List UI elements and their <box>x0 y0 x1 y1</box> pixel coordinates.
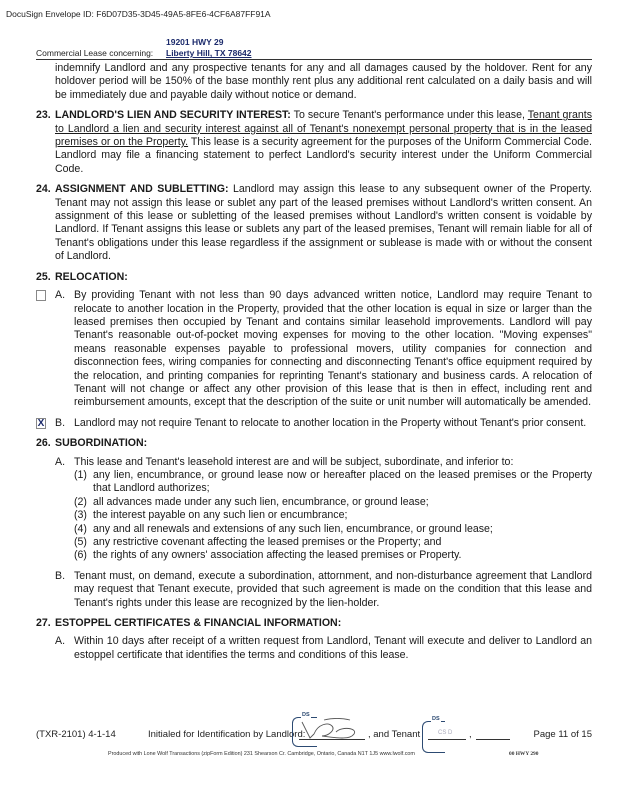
list-item: (2) all advances made under any such lien, encumbrance, or ground lease; <box>74 495 429 508</box>
docusign-label: DS <box>302 712 310 718</box>
section-25-relocation <box>36 271 592 284</box>
subordination-b-text: Tenant must, on demand, execute a subordination, attornment, and non-disturbance agreement that Landlord may request that Tenant execute, provided that such agreement is made on the condition that this lease and Tenant's rights under this lease are recognized by the lien-holder. <box>74 569 592 609</box>
option-text: By providing Tenant with not less than 90 days advanced written notice, Landlord may require Tenant to relocate to another location in the Property, provided that the other location is equal in size or larger than the leased premises then occupied by Tenant and contains similar leasehold improvements. Landlord will pay Tenant's reasonable out-of-pocket moving expenses for moving to the other location. "Moving expenses" means reasonable expenses payable to professional movers, utility companies for connection and disconnection fees, wiring companies for connecting and disconnecting Tenant's office equipment required by the relocation, and printing companies for reprinting Tenant's stationary and business cards. A relocation of Tenant will not change or affect any other provision of this lease that is then in effect, including rent and reimbursement amounts, except that the description of the suite or unit number will automatically be amended. <box>74 289 592 409</box>
estoppel-a-text: Within 10 days after receipt of a written request from Landlord, Tenant will execute and deliver to Landlord an estoppel certificate that identifies the terms and conditions of this lease. <box>74 635 592 661</box>
section-number: 23. <box>36 109 51 122</box>
section-27-estoppel <box>36 617 592 630</box>
and-tenant-label: , and Tenant <box>368 729 421 740</box>
file-name: 00 HWY 290 <box>509 751 539 757</box>
produced-with-note: Produced with Lone Wolf Transactions (zipForm Edition) 231 Shearson Cr. Cambridge, Ontario, Canada N1T 1J5 www.lwolf.com <box>108 751 415 757</box>
section-number: 24. <box>36 183 51 196</box>
option-letter: A. <box>55 289 66 302</box>
section-24-assignment <box>36 183 592 263</box>
subordination-list <box>74 469 592 563</box>
landlord-initials-line <box>299 739 365 740</box>
relocation-option-b <box>36 417 592 430</box>
tenant-initials-line-2 <box>476 739 510 740</box>
estoppel-a <box>36 635 592 662</box>
comma: , <box>469 729 472 740</box>
property-address-line1: 19201 HWY 29 <box>166 37 224 47</box>
section-23-lien <box>36 109 592 176</box>
page-number: Page 11 of 15 <box>533 729 592 740</box>
option-letter: A. <box>55 635 66 648</box>
section-text-underlined: Tenant grants to Landlord a lien and security interest against all of Tenant's nonexempt personal property that is in the leased premises or on the Property. <box>55 109 593 149</box>
subordination-a-text: This lease and Tenant's leasehold interest are and will be subject, subordinate, and inferior to: <box>74 455 514 468</box>
relocation-option-a-checkbox[interactable] <box>36 290 46 301</box>
relocation-option-b-checkbox[interactable]: X <box>37 417 45 429</box>
concerning-label: Commercial Lease concerning: <box>36 48 154 58</box>
tenant-docusign-box[interactable] <box>422 716 445 753</box>
option-text: Landlord may not require Tenant to relocate to another location in the Property without Tenant's prior consent. <box>74 416 587 429</box>
subordination-a <box>36 456 592 563</box>
list-item: (6) the rights of any owners' association affecting the leased premises or Property. <box>74 549 462 562</box>
initialed-label: Initialed for Identification by Landlord: <box>148 729 306 740</box>
list-item: (3) the interest payable on any such lien or encumbrance; <box>74 509 348 522</box>
property-address-line2: Liberty Hill, TX 78642 <box>166 48 252 58</box>
form-id: (TXR-2101) 4-1-14 <box>36 729 116 740</box>
list-item: (4) any and all renewals and extensions of any such lien, encumbrance, or ground lease; <box>74 522 493 535</box>
page-footer <box>36 712 592 743</box>
option-letter: A. <box>55 455 66 468</box>
section-title: ESTOPPEL CERTIFICATES & FINANCIAL INFORMATION: <box>55 617 342 630</box>
section-number: 27. <box>36 617 51 630</box>
relocation-option-a <box>36 289 592 410</box>
list-item: (1) any lien, encumbrance, or ground lease now or hereafter placed on the leased premises or the Property that Landlord authorizes; <box>74 468 592 495</box>
holdover-continuation: indemnify Landlord and any prospective tenants for any and all damages caused by the holdover. Rent for any holdover period will be 150% of the base monthly rent plus any additional rent calculated on a daily basis and will be immediately due and payable daily without notice or demand. <box>55 62 592 101</box>
section-number: 25. <box>36 270 51 283</box>
docusign-label: DS <box>432 716 440 722</box>
section-title: ASSIGNMENT AND SUBLETTING: <box>55 183 229 196</box>
section-title: RELOCATION: <box>55 270 128 283</box>
subordination-b <box>36 570 592 610</box>
section-title: LANDLORD'S LIEN AND SECURITY INTEREST: <box>55 109 291 122</box>
concerning-row <box>36 48 592 60</box>
section-title: SUBORDINATION: <box>55 437 148 450</box>
option-letter: B. <box>55 569 66 582</box>
option-letter: B. <box>55 416 66 429</box>
lease-body <box>36 62 592 669</box>
section-text: Landlord may assign this lease to any subsequent owner of the Property. Tenant may not assign this lease or sublet any part of the leased premises without Landlord's written consent. An assignment of this lease or subletting of the leased premises without Landlord's written consent is voidable by Landlord. If Tenant assigns this lease or sublets any part of the leased premises, Tenant will remain liable for all of Tenant's obligations under this lease regardless if the assignment or sublease is made with or without the consent of Landlord. <box>55 183 592 263</box>
section-text: To secure Tenant's performance under this lease, <box>290 109 528 122</box>
tenant-initials: CS D <box>438 730 453 736</box>
section-26-subordination <box>36 437 592 450</box>
section-text: This lease is a security agreement for the purposes of the Uniform Commercial Code. Landlord may file a financing statement to perfect Landlord's security interest under the Uniform Commercial Code. <box>55 136 592 175</box>
list-item: (5) any restrictive covenant affecting the leased premises or the Property; and <box>74 536 442 548</box>
tenant-initials-line-1 <box>428 739 466 740</box>
section-number: 26. <box>36 437 51 450</box>
envelope-id: DocuSign Envelope ID: F6D07D35-3D45-49A5-8FE6-4CF6A87FF91A <box>6 9 271 19</box>
